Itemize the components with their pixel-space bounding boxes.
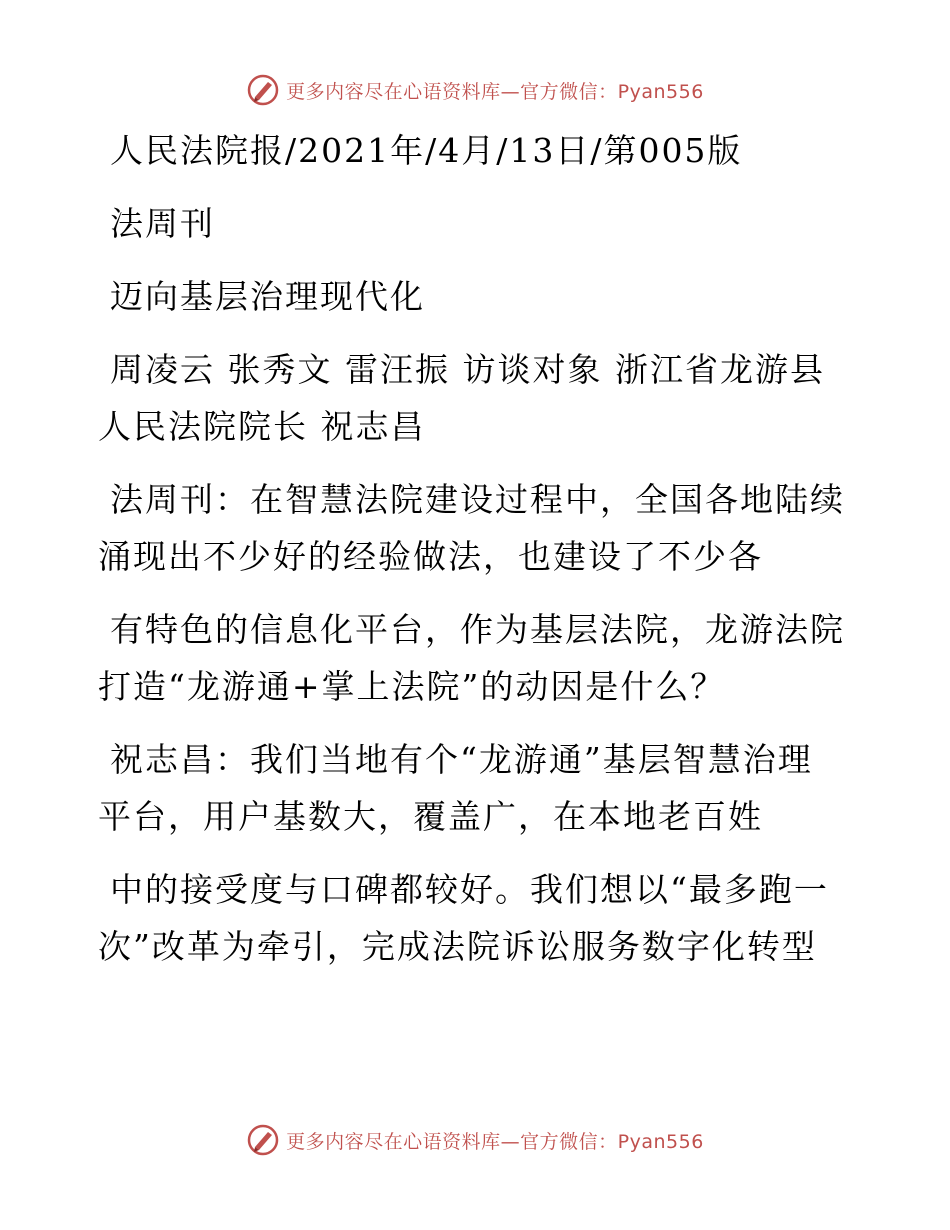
text-line: 平台，用户基数大，覆盖广，在本地老百姓 (98, 797, 763, 836)
paragraph (98, 341, 838, 455)
text-line: 人民法院报/2021年/4月/13日/第005版 (110, 131, 743, 170)
text-line: 祝志昌：我们当地有个“龙游通”基层智慧治理 (110, 740, 813, 779)
paragraph (98, 195, 838, 252)
text-line: 次”改革为牵引，完成法院诉讼服务数字化转型 (98, 927, 817, 966)
watermark-text: 更多内容尽在心语资料库—官方微信：Pyan556 (286, 1130, 704, 1153)
paragraph (98, 268, 838, 325)
text-line: 涌现出不少好的经验做法，也建设了不少各 (98, 537, 763, 576)
text-line: 法周刊 (110, 204, 215, 243)
pen-circle-icon (246, 73, 280, 107)
paragraph (98, 731, 838, 845)
document-body (98, 122, 845, 991)
watermark-text: 更多内容尽在心语资料库—官方微信：Pyan556 (286, 80, 704, 103)
text-line: 周凌云 张秀文 雷汪振 访谈对象 浙江省龙游县 (110, 350, 825, 389)
header-watermark-banner (0, 70, 950, 110)
paragraph (98, 861, 838, 975)
text-line: 打造“龙游通+掌上法院”的动因是什么？ (98, 667, 726, 706)
text-line: 有特色的信息化平台，作为基层法院，龙游法院 (110, 610, 845, 649)
paragraph (98, 601, 845, 715)
pen-circle-icon (246, 1123, 280, 1157)
text-line: 中的接受度与口碑都较好。我们想以“最多跑一 (110, 870, 829, 909)
text-line: 人民法院院长 祝志昌 (98, 407, 426, 446)
paragraph (98, 471, 845, 585)
text-line: 迈向基层治理现代化 (110, 277, 425, 316)
footer-watermark-banner (0, 1120, 950, 1160)
paragraph (98, 122, 838, 179)
text-line: 法周刊：在智慧法院建设过程中，全国各地陆续 (110, 480, 845, 519)
